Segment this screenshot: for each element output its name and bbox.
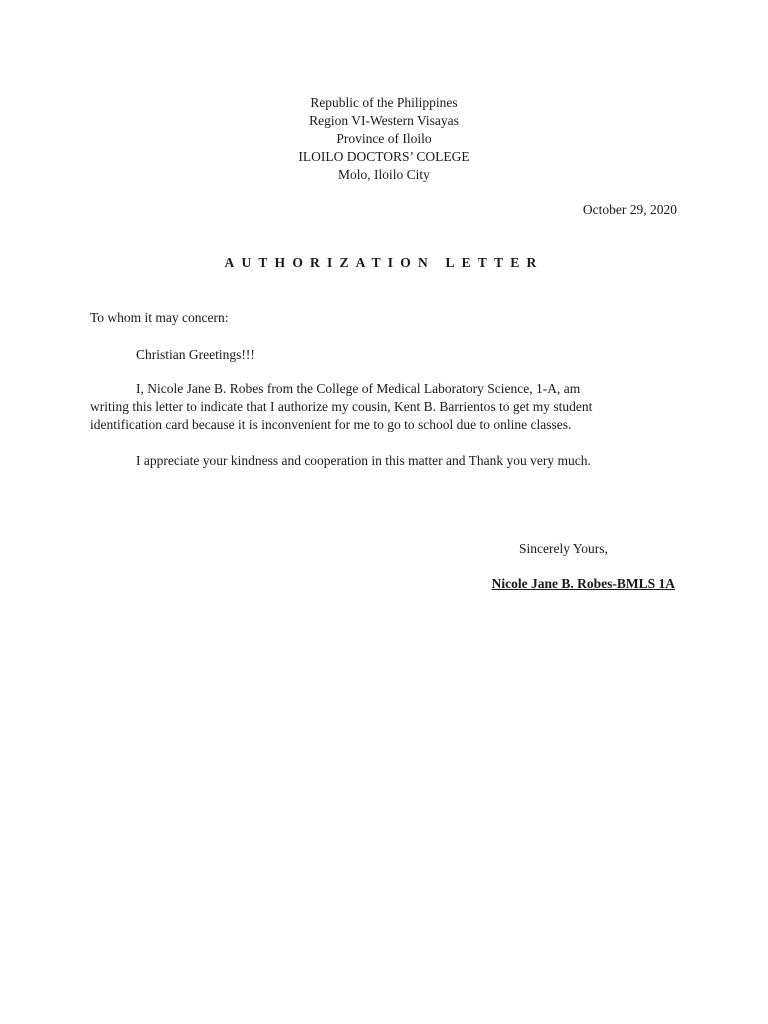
header-address: Molo, Iloilo City [338,167,430,182]
salutation: To whom it may concern: [90,310,229,325]
header-region: Region VI-Western Visayas [309,113,459,128]
letter-header [0,94,768,184]
letter-date: October 29, 2020 [582,202,677,217]
letter-title: AUTHORIZATION LETTER [224,255,544,270]
closing: Sincerely Yours, [519,541,608,556]
body-paragraph-1-line-1: I, Nicole Jane B. Robes from the College of Medical Laboratory Science, 1-A, am [136,381,581,396]
signature-name: Nicole Jane B. Robes-BMLS 1A [491,576,675,591]
body-paragraph-1-line-2: writing this letter to indicate that I authorize my cousin, Kent B. Barrientos to get my student [90,399,593,414]
header-college: ILOILO DOCTORS’ COLEGE [298,149,470,164]
body-paragraph-2: I appreciate your kindness and cooperation in this matter and Thank you very much. [136,453,591,468]
body-paragraph-1-line-3: identification card because it is inconvenient for me to go to school due to online classes. [90,417,572,432]
header-country: Republic of the Philippines [310,95,458,110]
body-paragraph-1 [90,380,680,434]
header-province: Province of Iloilo [336,131,432,146]
greeting: Christian Greetings!!! [136,347,255,362]
